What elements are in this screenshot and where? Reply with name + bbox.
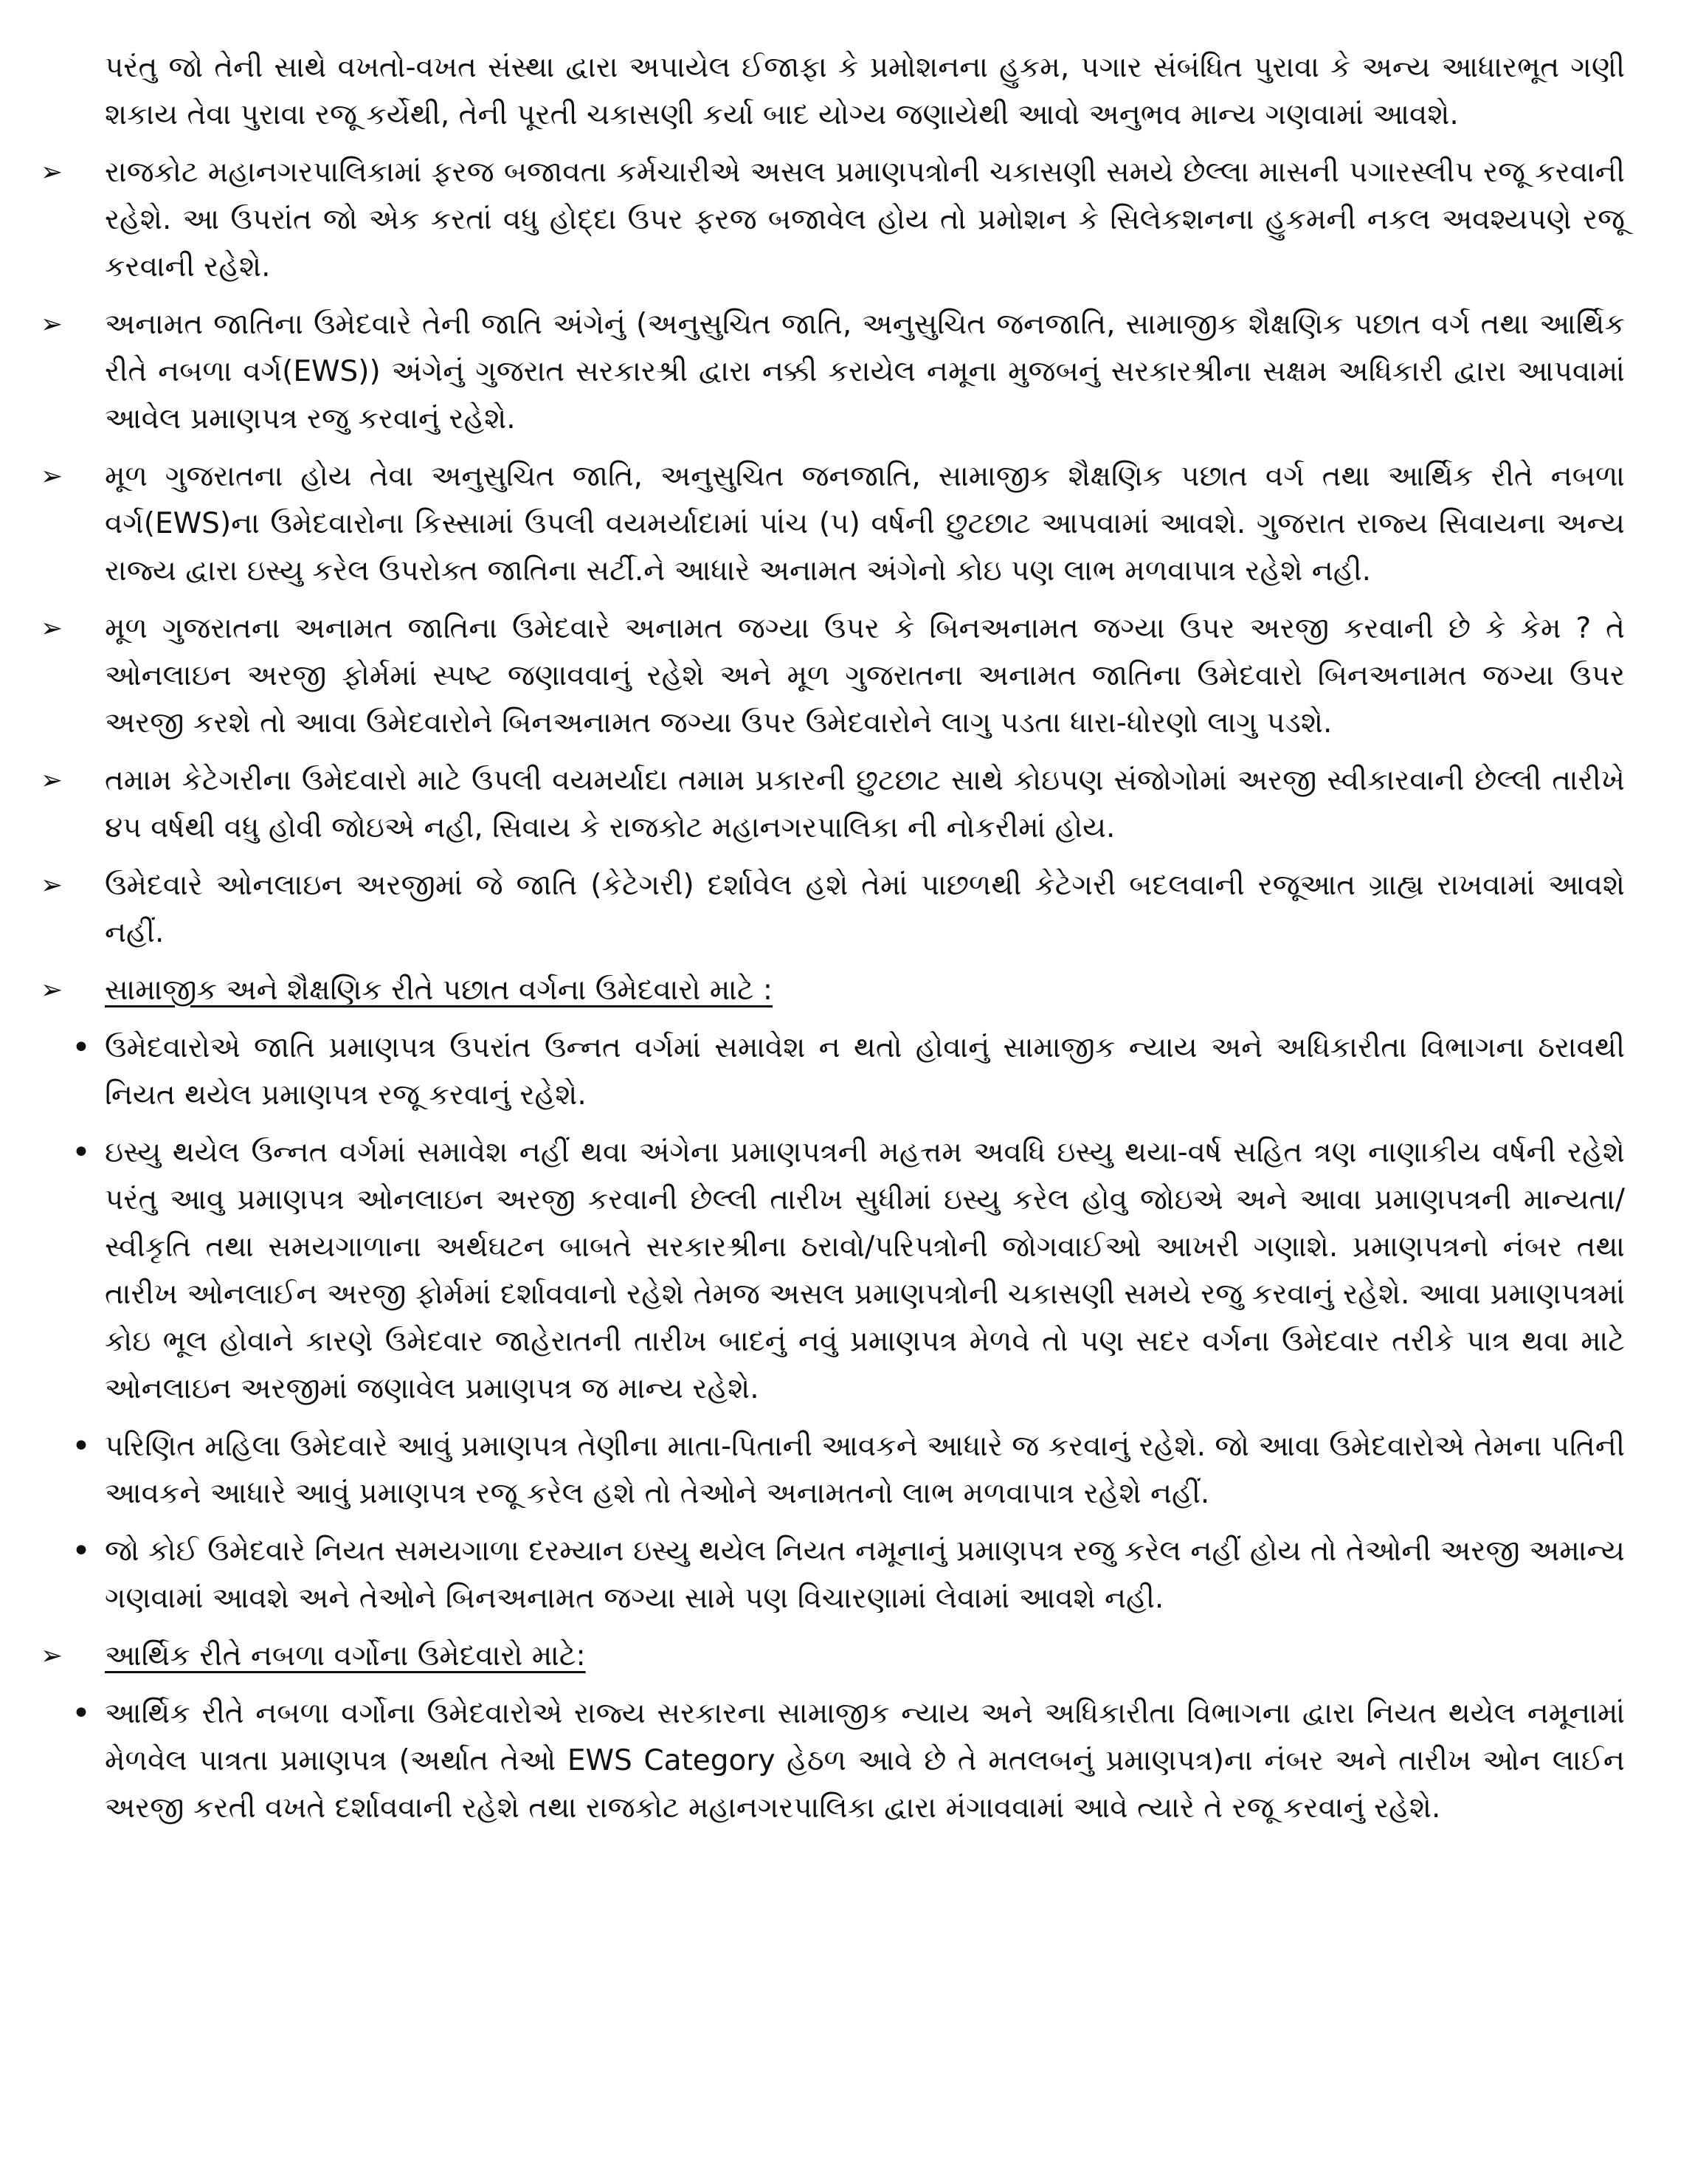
point-item	[30, 453, 1625, 595]
ews-bullet-text: આર્થિક રીતે નબળા વર્ગોના ઉમેદવારોએ રાજ્ય સરકારના સામાજીક ન્યાય અને અધિકારીતા વિભાગના દ્વારા નિયત થયેલ નમૂનામાં મેળવેલ પાત્રતા પ્રમાણપત્ર (અર્થાત તેઓ EWS Category હેઠળ આવે છે તે મતલબનું પ્રમાણપત્ર)ના નંબર અને તારીખ ઓન લાઈન અરજી કરતી વખતે દર્શાવવાની રહેશે તથા રાજકોટ મહાનગરપાલિકા દ્વારા મંગાવવામાં આવે ત્યારે તે રજૂ કરવાનું રહેશે.	[105, 1697, 1625, 1825]
arrow-bullet-icon: ➢	[40, 765, 63, 796]
point-item	[30, 301, 1625, 443]
arrow-bullet-icon: ➢	[40, 975, 63, 1005]
point-item	[30, 605, 1625, 747]
arrow-bullet-icon: ➢	[40, 870, 63, 900]
point-item	[30, 862, 1625, 957]
ews-bullet-item	[30, 1690, 1625, 1832]
sebc-bullet-text: ઇસ્યુ થયેલ ઉન્નત વર્ગમાં સમાવેશ નહીં થવા અંગેના પ્રમાણપત્રની મહત્તમ અવધિ ઇસ્યુ થયા-વર્ષ સહિત ત્રણ નાણાકીય વર્ષની રહેશે પરંતુ આવુ પ્રમાણપત્ર ઓનલાઇન અરજી કરવાની છેલ્લી તારીખ સુધીમાં ઇસ્યુ કરેલ હોવુ જોઇએ અને આવા પ્રમાણપત્રની માન્યતા/ સ્વીકૃતિ તથા સમયગાળાના અર્થઘટન બાબતે સરકારશ્રીના ઠરાવો/પરિપત્રોની જોગવાઈઓ આખરી ગણાશે. પ્રમાણપત્રનો નંબર તથા તારીખ ઓનલાઈન અરજી ફોર્મમાં દર્શાવવાનો રહેશે તેમજ અસલ પ્રમાણપત્રોની ચકાસણી સમયે રજુ કરવાનું રહેશે. આવા પ્રમાણપત્રમાં કોઇ ભૂલ હોવાને કારણે ઉમેદવાર જાહેરાતની તારીખ બાદનું નવું પ્રમાણપત્ર મેળવે તો પણ સદર વર્ગના ઉમેદવાર તરીકે પાત્ર થવા માટે ઓનલાઇન અરજીમાં જણાવેલ પ્રમાણપત્ર જ માન્ય રહેશે.	[105, 1136, 1625, 1405]
sebc-bullet-item	[30, 1528, 1625, 1622]
sebc-bullet-text: જો કોઈ ઉમેદવારે નિયત સમયગાળા દરમ્યાન ઇસ્યુ થયેલ નિયત નમૂનાનું પ્રમાણપત્ર રજુ કરેલ નહીં હોય તો તેઓની અરજી અમાન્ય ગણવામાં આવશે અને તેઓને બિનઅનામત જગ્યા સામે પણ વિચારણામાં લેવામાં આવશે નહી.	[105, 1534, 1625, 1615]
dot-bullet-icon: •	[72, 1029, 91, 1067]
sebc-bullet-text: પરિણિત મહિલા ઉમેદવારે આવું પ્રમાણપત્ર તેણીના માતા-પિતાની આવકને આધારે જ કરવાનું રહેશે. જો આવા ઉમેદવારોએ તેમના પતિની આવકને આધારે આવું પ્રમાણપત્ર રજૂ કરેલ હશે તો તેઓને અનામતનો લાભ મળવાપાત્ર રહેશે નહીં.	[105, 1430, 1625, 1510]
arrow-bullet-icon: ➢	[40, 309, 63, 340]
ews-section-heading	[30, 1633, 1625, 1680]
arrow-bullet-icon: ➢	[40, 157, 63, 187]
intro-paragraph: પરંતુ જો તેની સાથે વખતો-વખત સંસ્થા દ્વારા અપાયેલ ઈજાફા કે પ્રમોશનના હુકમ, પગાર સંબંધિત પુરાવા કે અન્ય આધારભૂત ગણી શકાય તેવા પુરાવા રજૂ કર્યેથી, તેની પૂરતી ચકાસણી કર્યા બાદ યોગ્ય જણાયેથી આવો અનુભવ માન્ય ગણવામાં આવશે.	[105, 51, 1625, 131]
sebc-bullet-item	[30, 1129, 1625, 1413]
point-item	[30, 757, 1625, 852]
dot-bullet-icon: •	[72, 1427, 91, 1465]
arrow-bullet-icon: ➢	[40, 613, 63, 644]
dot-bullet-icon: •	[72, 1695, 91, 1732]
sebc-bullet-text: ઉમેદવારોએ જાતિ પ્રમાણપત્ર ઉપરાંત ઉન્નત વર્ગમાં સમાવેશ ન થતો હોવાનું સામાજીક ન્યાય અને અધિકારીતા વિભાગના ઠરાવથી નિયત થયેલ પ્રમાણપત્ર રજૂ કરવાનું રહેશે.	[105, 1031, 1625, 1112]
sebc-bullet-item	[30, 1423, 1625, 1518]
dot-bullet-icon: •	[72, 1134, 91, 1171]
dot-bullet-icon: •	[72, 1532, 91, 1570]
point-text: મૂળ ગુજરાતના હોય તેવા અનુસુચિત જાતિ, અનુસુચિત જનજાતિ, સામાજીક શૈક્ષણિક પછાત વર્ગ તથા આર્થિક રીતે નબળા વર્ગ(EWS)ના ઉમેદવારોના કિસ્સામાં ઉપલી વયમર્યાદામાં પાંચ (૫) વર્ષની છુટછાટ આપવામાં આવશે. ગુજરાત રાજ્ય સિવાયના અન્ય રાજ્ય દ્વારા ઇસ્યુ કરેલ ઉપરોક્ત જાતિના સર્ટી.ને આધારે અનામત અંગેનો કોઇ પણ લાભ મળવાપાત્ર રહેશે નહી.	[105, 460, 1625, 588]
point-text: તમામ કેટેગરીના ઉમેદવારો માટે ઉપલી વયમર્યાદા તમામ પ્રકારની છુટછાટ સાથે કોઇપણ સંજોગોમાં અરજી સ્વીકારવાની છેલ્લી તારીખે ૪૫ વર્ષથી વધુ હોવી જોઇએ નહી, સિવાય કે રાજકોટ મહાનગરપાલિકા ની નોકરીમાં હોય.	[105, 764, 1625, 844]
point-text: ઉમેદવારે ઓનલાઇન અરજીમાં જે જાતિ (કેટેગરી) દર્શાવેલ હશે તેમાં પાછળથી કેટેગરી બદલવાની રજૂઆત ગ્રાહ્ય રાખવામાં આવશે નહીં.	[105, 869, 1625, 949]
point-text: અનામત જાતિના ઉમેદવારે તેની જાતિ અંગેનું (અનુસુચિત જાતિ, અનુસુચિત જનજાતિ, સામાજીક શૈક્ષણિક પછાત વર્ગ તથા આર્થિક રીતે નબળા વર્ગ(EWS)) અંગેનું ગુજરાત સરકારશ્રી દ્વારા નક્કી કરાયેલ નમૂના મુજબનું સરકારશ્રીના સક્ષમ અધિકારી દ્વારા આપવામાં આવેલ પ્રમાણપત્ર રજુ કરવાનું રહેશે.	[105, 308, 1625, 435]
sebc-section-heading	[30, 967, 1625, 1014]
ews-heading-text: આર્થિક રીતે નબળા વર્ગોના ઉમેદવારો માટે:	[105, 1639, 586, 1673]
sebc-heading-text: સામાજીક અને શૈક્ષણિક રીતે પછાત વર્ગના ઉમેદવારો માટે :	[105, 974, 773, 1007]
arrow-bullet-icon: ➢	[40, 461, 63, 492]
point-item	[30, 149, 1625, 291]
point-text: રાજકોટ મહાનગરપાલિકામાં ફરજ બજાવતા કર્મચારીએ અસલ પ્રમાણપત્રોની ચકાસણી સમયે છેલ્લા માસની પગારસ્લીપ રજૂ કરવાની રહેશે. આ ઉપરાંત જો એક કરતાં વધુ હોદ્દા ઉપર ફરજ બજાવેલ હોય તો પ્રમોશન કે સિલેકશનના હુકમની નકલ અવશ્યપણે રજૂ કરવાની રહેશે.	[105, 156, 1625, 283]
point-text: મૂળ ગુજરાતના અનામત જાતિના ઉમેદવારે અનામત જગ્યા ઉપર કે બિનઅનામત જગ્યા ઉપર અરજી કરવાની છે કે કેમ ? તે ઓનલાઇન અરજી ફોર્મમાં સ્પષ્ટ જણાવવાનું રહેશે અને મૂળ ગુજરાતના અનામત જાતિના ઉમેદવારો બિનઅનામત જગ્યા ઉપર અરજી કરશે તો આવા ઉમેદવારોને બિનઅનામત જગ્યા ઉપર ઉમેદવારોને લાગુ પડતા ધારા-ધોરણો લાગુ પડશે.	[105, 612, 1625, 740]
sebc-bullet-item	[30, 1024, 1625, 1119]
arrow-bullet-icon: ➢	[40, 1641, 63, 1671]
